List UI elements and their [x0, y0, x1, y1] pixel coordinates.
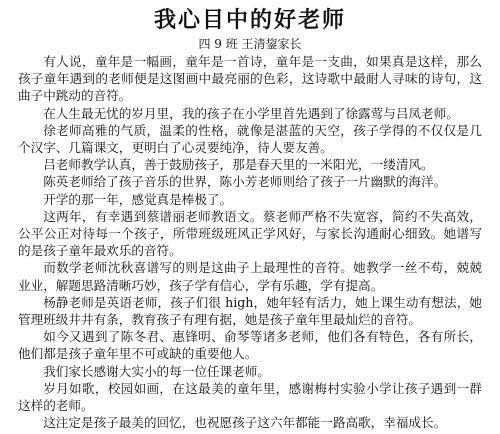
paragraph: 陈英老师给了孩子音乐的世界，陈小芳老师则给了孩子一片幽默的海洋。	[43, 174, 447, 190]
paragraph: 岁月如歌，校园如画，在这最美的童年里，感谢梅村实验小学让孩子遇到一群这样的老师。	[18, 380, 482, 414]
paragraph: 有人说，童年是一幅画，童年是一首诗，童年是一支曲，如果真是这样，那么孩子童年遇到的老师便是这图画中最亮丽的色彩，这诗歌中最耐人寻味的诗句，这曲子中跳动的音符。	[18, 54, 482, 104]
paragraph: 在人生最无忧的岁月里，我的孩子在小学里首先遇到了徐露莺与吕凤老师。	[43, 105, 459, 121]
paragraph: 徐老师高雅的气质，温柔的性格，就像是湛蓝的天空，孩子学得的不仅仅是几个汉字、几篇课文，更明白了心灵要纯净，待人要友善。	[18, 122, 482, 156]
page-title: 我心目中的好老师	[153, 7, 346, 33]
paragraph: 这注定是孩子最美的回忆，也祝愿孩子这六年都能一路高歌，幸福成长。	[43, 415, 447, 431]
paragraph: 如今又遇到了陈冬君、惠锋明、俞琴等诸多老师，他们各有特色，各有所长，他们都是孩子童年里不可或缺的重要他人。	[18, 329, 482, 362]
author-line: 四 9 班 王清鋆家长	[198, 37, 302, 51]
paragraph: 我们家长感谢大实小的每一位任课老师。	[43, 363, 270, 379]
paragraph: 杨静老师是英语老师，孩子们很 high，她年轻有活力，她上课生动有想法，她管理班级井井有条，教育孩子有理有据，她是孩子童年里最灿烂的音符。	[18, 294, 482, 328]
essay-body	[18, 53, 482, 431]
paragraph: 而数学老师沈秋喜谱写的则是这曲子上最理性的音符。她教学一丝不苟，兢兢业业，解题思路清晰巧妙，孩子学有信心，学有乐趣，学有提高。	[18, 260, 482, 293]
paragraph: 这两年，有幸遇到蔡谱丽老师教语文。蔡老师严格不失宽容，简约不失高效，公平公正对待每一个孩子，所带班级班风正学风好，与家长沟通耐心细致。她谱写的是孩子童年最欢乐的音符。	[18, 208, 482, 259]
paragraph: 吕老师教学认真，善于鼓励孩子，那是春天里的一米阳光，一缕清风。	[43, 157, 434, 173]
paragraph: 开学的那一年，感觉真是棒极了。	[43, 191, 233, 207]
